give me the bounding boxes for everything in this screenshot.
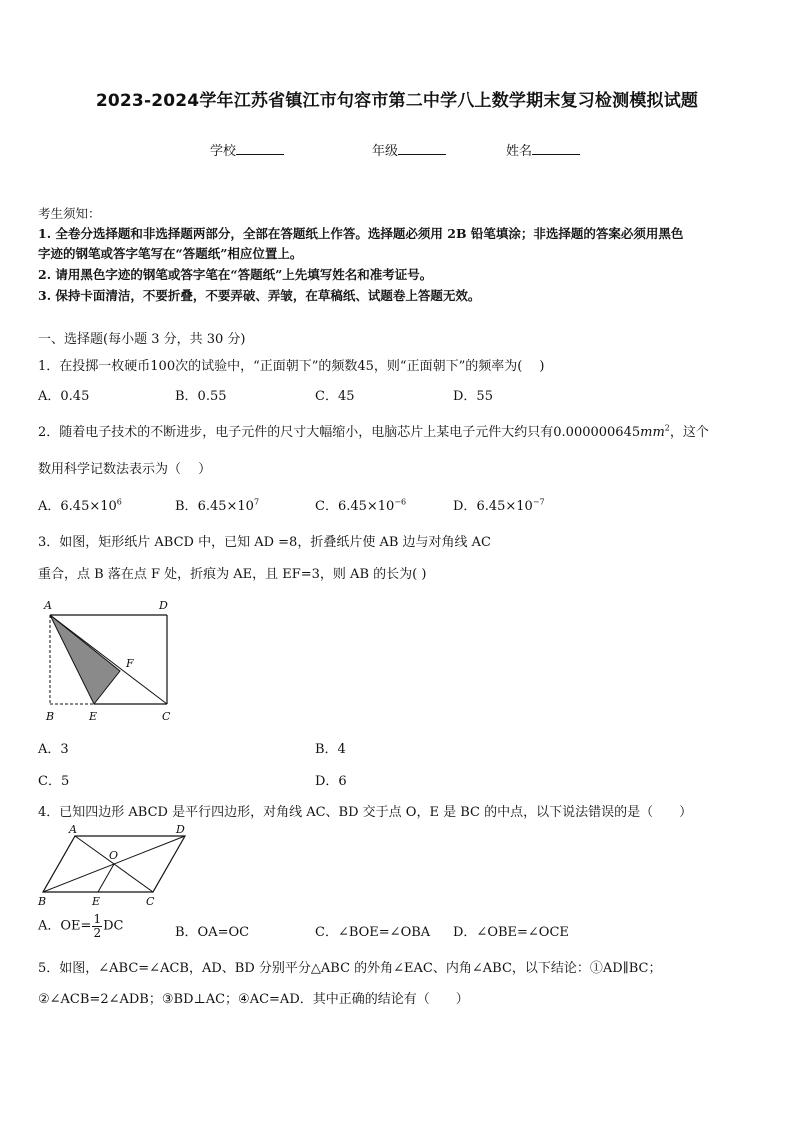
q4-a-fraction [92,913,102,939]
q4-a-prefix: A．OE= [38,918,92,934]
q2-unit: mm [640,425,665,440]
notice-line-2: 2. 请用黑色字迹的钢笔或答字笔在“答题纸”上先填写姓名和准考证号。 [38,267,433,282]
q4-figure [36,822,196,910]
school-label: 学校 [210,144,237,159]
q1-option-c[interactable]: C．45 [315,389,355,404]
notice-line-1: 1. 全卷分选择题和非选择题两部分，全部在答题纸上作答。选择题必须用 2B 铅笔填涂；非选择题的答案必须用黑色 [38,226,684,241]
name-field[interactable] [506,140,580,159]
q2-unit-exponent: 2 [664,423,670,433]
label-O: O [109,849,119,862]
q4-option-c[interactable]: C．∠BOE=∠OBA [315,925,431,940]
q4-option-d[interactable]: D．∠OBE=∠OCE [453,925,569,940]
q3-option-d[interactable]: D．6 [315,774,347,789]
q3-option-b[interactable]: B．4 [315,742,346,757]
q2-b-exponent: 7 [253,497,260,507]
grade-field[interactable] [372,140,446,159]
q2-option-a[interactable] [38,495,122,514]
folded-triangle-shade [50,615,120,704]
q2-d-label: D． [453,499,477,514]
notice-heading: 考生须知： [38,206,101,221]
q1-stem: 1．在投掷一枚硬币100次的试验中，“正面朝下”的频数45，则“正面朝下”的频率为( ) [38,359,545,374]
school-blank[interactable] [236,142,284,155]
label-A: A [44,599,52,612]
q3-stem-line2: 重合，点 B 落在点 F 处，折痕为 AE，且 EF=3，则 AB 的长为( ) [38,567,427,582]
section-heading: 一、选择题(每小题 3 分，共 30 分) [38,332,246,347]
q2-option-b[interactable] [175,495,259,514]
grade-blank[interactable] [398,142,446,155]
fraction-numerator: 1 [93,912,102,926]
q2-c-label: C． [315,499,338,514]
q2-a-base: 6.45×10 [60,499,117,514]
label-E: E [92,895,101,908]
q4-option-b[interactable]: B．OA=OC [175,925,250,940]
name-label: 姓名 [506,144,533,159]
diagonal-AC [50,615,167,704]
label-B: B [38,895,47,908]
grade-label: 年级 [372,144,399,159]
label-F: F [126,657,134,670]
q2-c-base: 6.45×10 [337,499,395,514]
q4-option-a[interactable] [38,913,123,939]
page-title: 2023-2024学年江苏省镇江市句容市第二中学八上数学期末复习检测模拟试题 [95,91,699,111]
q2-option-d[interactable] [453,495,545,514]
q2-a-label: A． [38,499,61,514]
segment-OE [98,864,114,892]
q2-stem-text: 2．随着电子技术的不断进步，电子元件的尺寸大幅缩小，电脑芯片上某电子元件大约只有0.000000645 [38,425,641,440]
label-D: D [159,599,168,612]
q4-stem: 4．已知四边形 ABCD 是平行四边形，对角线 AC、BD 交于点 O，E 是 BC 的中点，以下说法错误的是（ ） [38,805,693,820]
q1-option-b[interactable]: B．0.55 [175,389,227,404]
notice-line-1b: 字迹的钢笔或答字笔写在“答题纸”相应位置上。 [38,246,303,261]
q2-stem-line2: 数用科学记数法表示为（ ） [38,462,212,477]
label-D: D [176,823,185,836]
q2-d-base: 6.45×10 [476,499,533,514]
label-E: E [89,710,98,723]
q1-option-a[interactable]: A．0.45 [38,389,90,404]
q4-a-suffix: DC [103,918,124,934]
label-B: B [46,710,55,723]
q5-stem-line1: 5．如图，∠ABC=∠ACB，AD、BD 分别平分△ABC 的外角∠EAC、内角∠ABC，以下结论：①AD∥BC； [38,961,662,976]
q3-stem-line1: 3．如图，矩形纸片 ABCD 中，已知 AD =8，折叠纸片使 AB 边与对角线 AC [38,535,492,550]
label-C: C [162,710,171,723]
q3-figure [38,596,188,728]
q2-d-exponent: −7 [532,497,545,507]
label-A: A [69,823,77,836]
q1-option-d[interactable]: D．55 [453,389,493,404]
q2-option-c[interactable] [315,495,406,514]
school-field[interactable] [210,140,284,159]
q3-option-a[interactable]: A．3 [38,742,69,757]
label-C: C [146,895,155,908]
notice-line-3: 3. 保持卡面清洁，不要折叠，不要弄破、弄皱，在草稿纸、试题卷上答题无效。 [38,288,481,303]
name-blank[interactable] [532,142,580,155]
q3-option-c[interactable]: C．5 [38,774,70,789]
fraction-denominator: 2 [93,926,102,940]
q2-b-base: 6.45×10 [197,499,254,514]
q2-stem-line1 [38,421,709,440]
q2-c-exponent: −6 [394,497,407,507]
q2-b-label: B． [175,499,198,514]
q2-a-exponent: 6 [116,497,122,507]
q5-stem-line2: ②∠ACB=2∠ADB；③BD⊥AC；④AC=AD．其中正确的结论有（ ） [38,992,469,1007]
q2-stem-tail: ，这个 [669,425,709,440]
